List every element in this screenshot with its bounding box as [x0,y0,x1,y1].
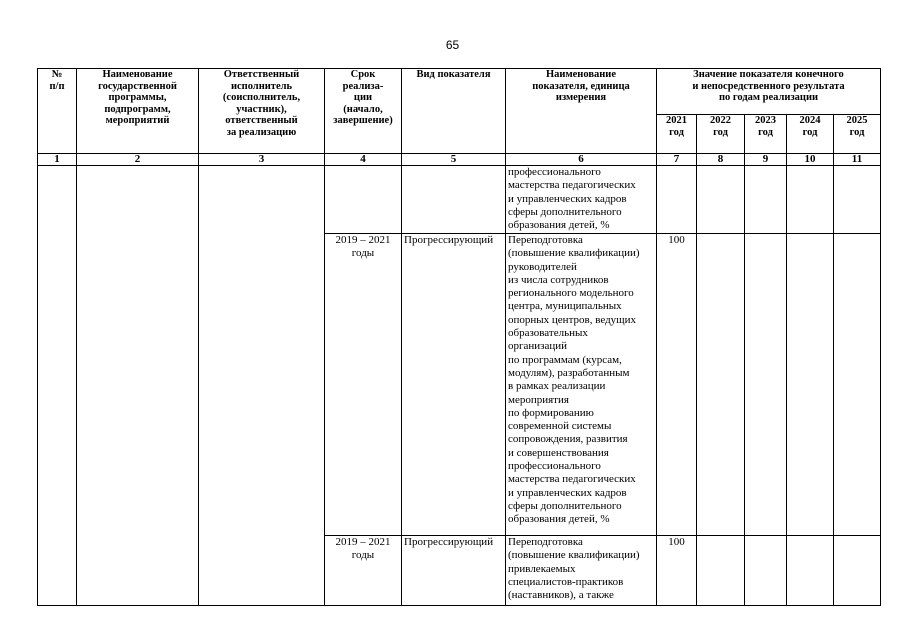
text-line: мероприятия [508,393,569,406]
column-number: 11 [834,154,881,166]
header-program-name [77,69,199,154]
header-year: 2022 год [697,115,745,154]
header-number [38,69,77,154]
text-line: мастерства педагогических [508,473,636,486]
cell-term [325,166,402,234]
text-line: руководителей [508,260,577,273]
text-line: измерения [555,92,607,104]
cell-indicator-name [506,166,657,234]
text-line: завершение) [333,115,393,127]
header-indicator-name [506,69,657,154]
header-year: 2021 год [657,115,697,154]
text-line: мастерства педагогических [508,179,636,192]
cell-value-2022 [697,536,745,606]
text-line: Вид показателя [416,69,491,80]
text-line: ции [353,92,373,104]
text-line: организаций [508,340,568,353]
header-row-1 [38,69,881,115]
text-line: показателя, единица [532,80,630,92]
cell-term: 2019 – 2021 годы [325,234,402,536]
cell-program-name [77,166,199,606]
column-number: 1 [38,154,77,166]
text-line: (повышение квалификации) [508,247,640,260]
text-line: Переподготовка [508,234,583,246]
text-line: в рамках реализации [508,380,606,393]
header-values-group [657,69,881,115]
text-line: образовательных [508,327,588,340]
text-line: за реализацию [226,126,297,138]
text-line: Наименование [546,69,616,80]
column-number: 3 [199,154,325,166]
text-line: по программам (курсам, [508,353,622,366]
text-line: по годам реализации [718,92,819,104]
text-line: п/п [49,80,65,92]
text-line: и непосредственного результата [692,80,845,92]
text-line: модулям), разработанным [508,366,630,379]
column-number: 6 [506,154,657,166]
page-number: 65 [445,38,460,52]
header-year: 2024 год [787,115,834,154]
column-numbers-row [38,154,881,166]
text-line: Значение показателя конечного [693,69,844,80]
header-year: 2023 год [745,115,787,154]
text-line: Переподготовка [508,536,583,548]
text-line: и управленческих кадров [508,486,627,499]
cell-value-2023 [745,234,787,536]
text-line: (соисполнитель, [222,92,301,104]
cell-value-2024 [787,234,834,536]
text-line: регионального модельного [508,287,634,300]
text-line: современной системы [508,420,612,433]
text-line: и совершенствования [508,446,609,459]
text-line: государственной [98,80,177,92]
cell-number [38,166,77,606]
text-line: профессионального [508,166,601,178]
text-line: центра, муниципальных [508,300,622,313]
cell-responsible [199,166,325,606]
cell-indicator-type [402,166,506,234]
column-number: 8 [697,154,745,166]
cell-value-2025 [834,234,881,536]
column-number: 5 [402,154,506,166]
text-line: программы, [108,92,167,104]
text-line: по формированию [508,406,594,419]
text-line: (наставников), а также [508,589,614,602]
cell-value-2025 [834,166,881,234]
cell-value-2025 [834,536,881,606]
column-number: 4 [325,154,402,166]
text-line: подпрограмм, [104,103,171,115]
table-row [38,166,881,234]
column-number: 9 [745,154,787,166]
text-line: участник), [236,103,287,115]
cell-value-2023 [745,536,787,606]
text-line: исполнитель [230,80,293,92]
text-line: (повышение квалификации) [508,549,640,562]
cell-indicator-type: Прогрессирующий [402,536,506,606]
cell-value-2021 [657,166,697,234]
text-line: опорных центров, ведущих [508,313,637,326]
cell-indicator-name [506,234,657,536]
text-line: привлекаемых [508,562,576,575]
header-indicator-type [402,69,506,154]
header-term [325,69,402,154]
text-line: Ответственный [223,69,300,80]
text-line: специалистов-практиков [508,575,624,588]
cell-value-2024 [787,536,834,606]
cell-value-2021: 100 [657,536,697,606]
cell-indicator-name [506,536,657,606]
text-line: из числа сотрудников [508,273,609,286]
column-number: 7 [657,154,697,166]
text-line: № [51,69,63,80]
cell-value-2022 [697,166,745,234]
cell-indicator-type: Прогрессирующий [402,234,506,536]
cell-value-2023 [745,166,787,234]
header-responsible [199,69,325,154]
cell-value-2022 [697,234,745,536]
text-line: Наименование [102,69,173,80]
text-line: сопровождения, развития [508,433,628,446]
text-line: образования детей, % [508,219,610,232]
cell-value-2021: 100 [657,234,697,536]
text-line: сферы дополнительного [508,499,622,512]
indicators-table [37,68,881,606]
text-line: (начало, [343,103,383,115]
text-line: Срок [350,69,376,80]
cell-value-2024 [787,166,834,234]
text-line: ответственный [225,115,298,127]
text-line: образования детей, % [508,513,610,526]
text-line: мероприятий [105,115,170,127]
text-line: и управленческих кадров [508,192,627,205]
text-line: реализа- [342,80,384,92]
text-line: сферы дополнительного [508,205,622,218]
column-number: 2 [77,154,199,166]
text-line: профессионального [508,460,601,473]
column-number: 10 [787,154,834,166]
header-year: 2025 год [834,115,881,154]
cell-term: 2019 – 2021 годы [325,536,402,606]
